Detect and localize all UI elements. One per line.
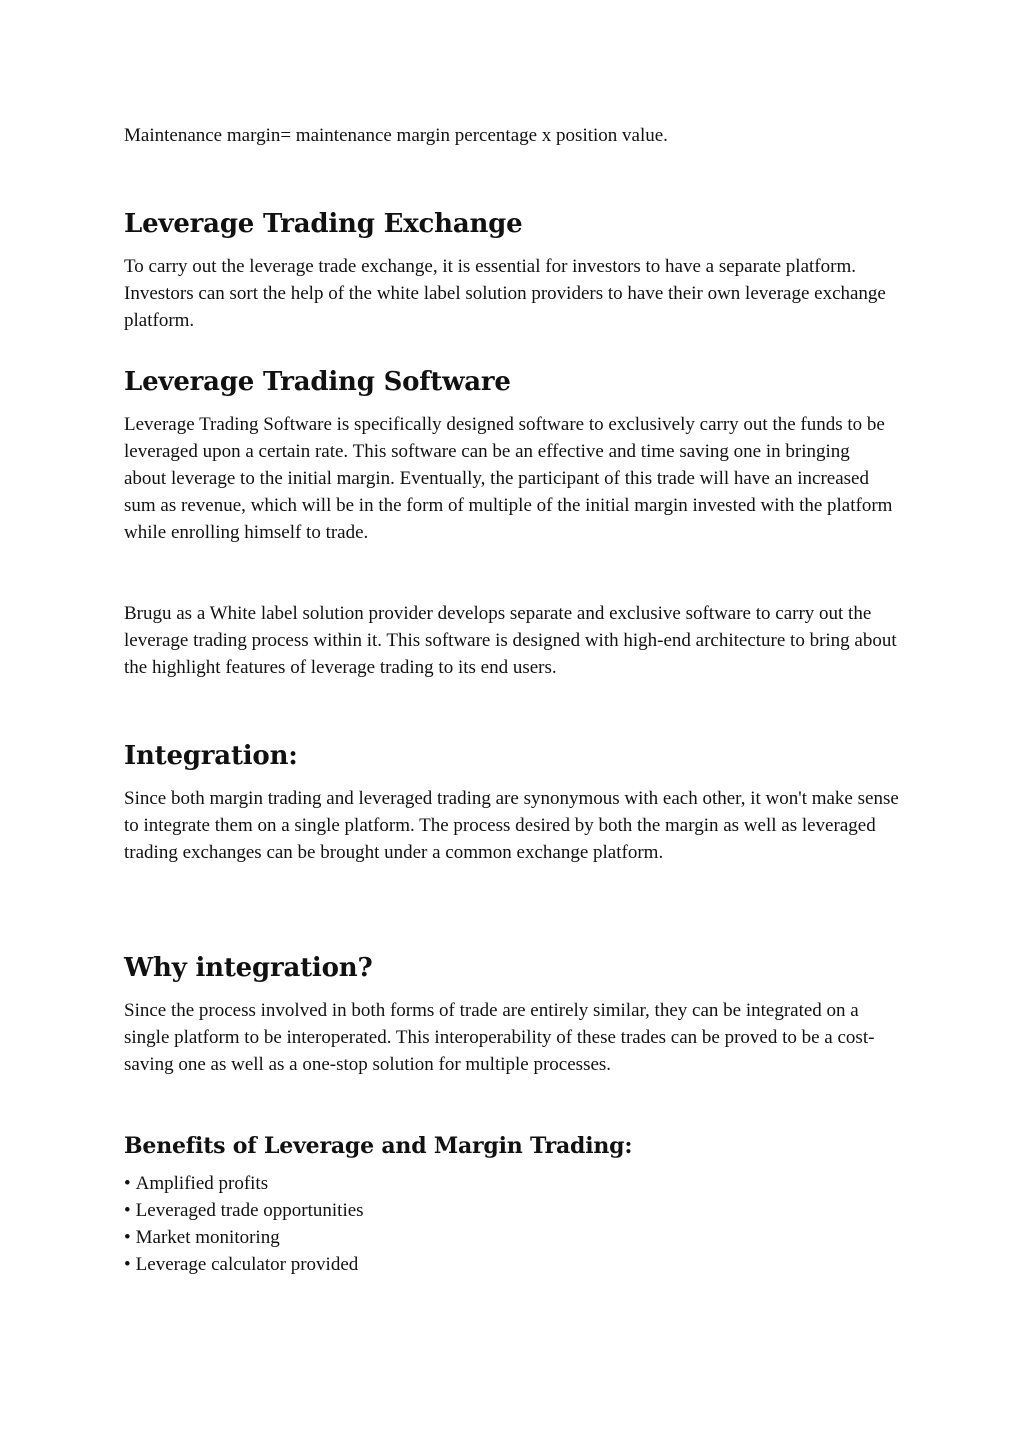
list-item: • Leveraged trade opportunities (124, 1197, 914, 1224)
list-item: • Amplified profits (124, 1170, 914, 1197)
list-item: • Market monitoring (124, 1224, 914, 1251)
why-integration-paragraph: Since the process involved in both forms of trade are entirely similar, they can be integrated on a single platform to be interoperated. This interoperability of these trades can be proved to be a cost-saving one as well as a one-stop solution for multiple processes. (124, 1000, 875, 1075)
heading-leverage-trading-exchange: Leverage Trading Exchange (124, 209, 523, 239)
benefits-list (124, 1170, 914, 1278)
formula-paragraph: Maintenance margin= maintenance margin percentage x position value. (124, 125, 668, 146)
heading-leverage-trading-software: Leverage Trading Software (124, 367, 511, 397)
integration-paragraph: Since both margin trading and leveraged trading are synonymous with each other, it won't make sense to integrate them on a single platform. The process desired by both the margin as well as leveraged trading exchanges can be brought under a common exchange platform. (124, 788, 899, 863)
heading-why-integration: Why integration? (124, 953, 373, 983)
exchange-paragraph: To carry out the leverage trade exchange, it is essential for investors to have a separate platform. Investors can sort the help of the white label solution providers to have their own leverage exchange platform. (124, 256, 886, 331)
software-paragraph-1: Leverage Trading Software is specifically designed software to exclusively carry out the funds to be leveraged upon a certain rate. This software can be an effective and time saving one in bringing about leverage to the initial margin. Eventually, the participant of this trade will have an increased sum as revenue, which will be in the form of multiple of the initial margin invested with the platform while enrolling himself to trade. (124, 414, 893, 543)
heading-benefits: Benefits of Leverage and Margin Trading: (124, 1133, 633, 1159)
list-item: • Leverage calculator provided (124, 1251, 914, 1278)
heading-integration: Integration: (124, 741, 298, 771)
software-paragraph-2: Brugu as a White label solution provider develops separate and exclusive software to carry out the leverage trading process within it. This software is designed with high-end architecture to bring about the highlight features of leverage trading to its end users. (124, 603, 897, 678)
